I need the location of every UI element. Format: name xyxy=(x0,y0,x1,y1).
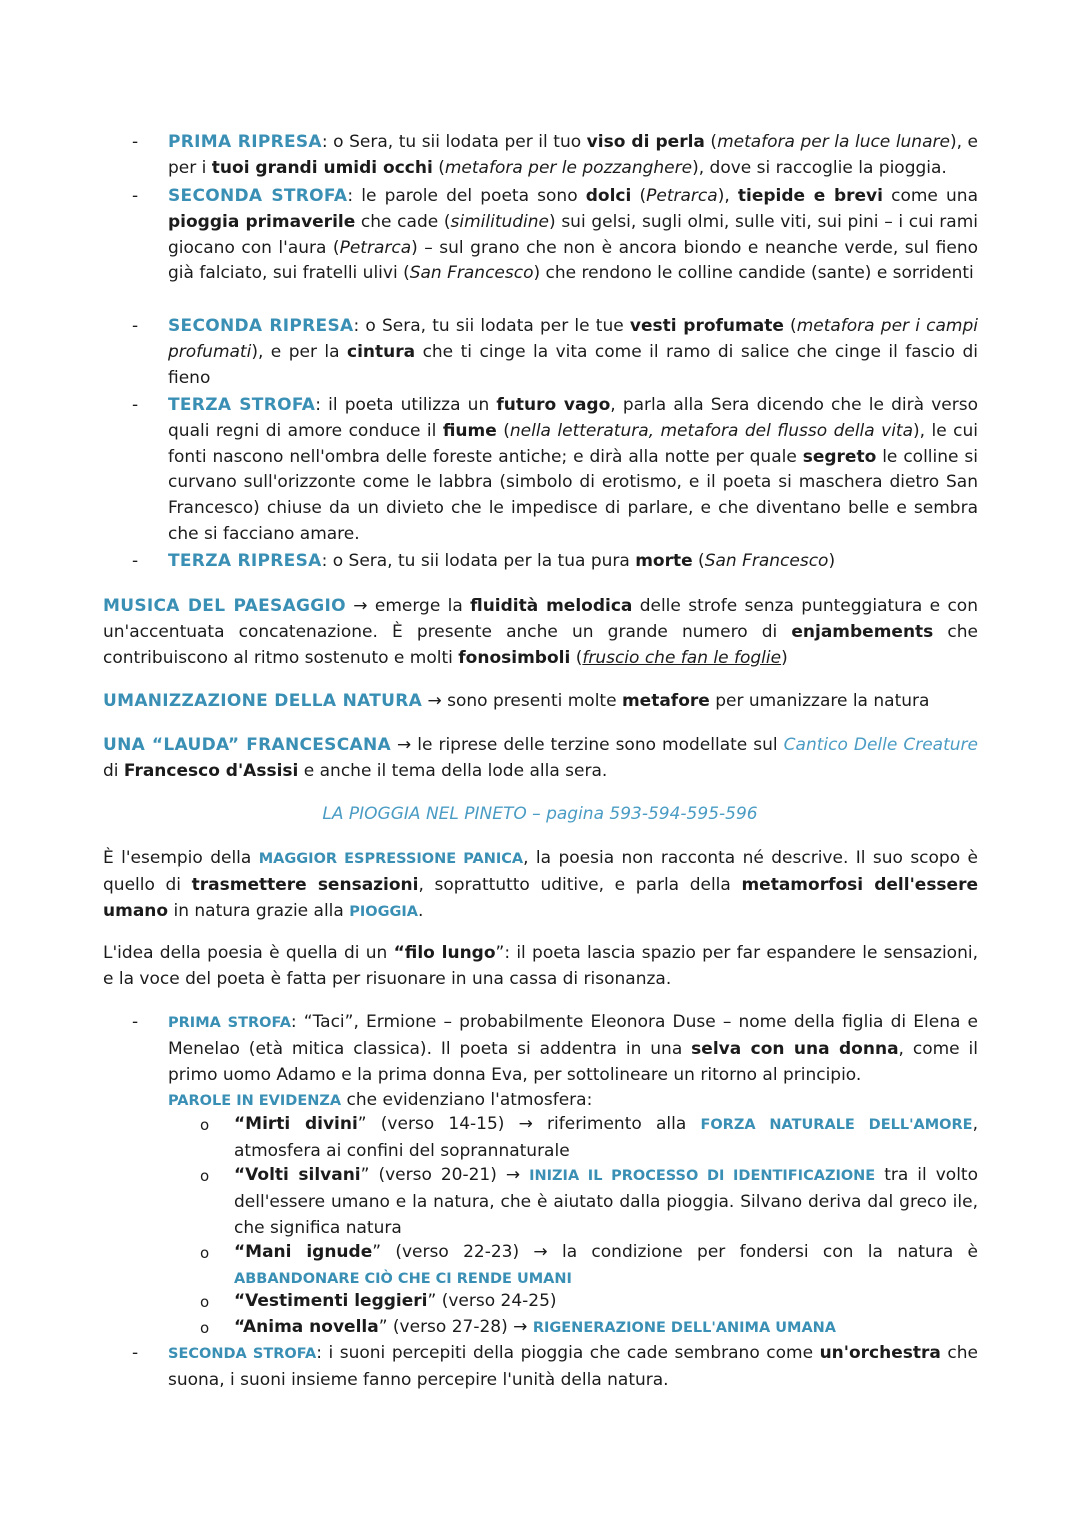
bold-text: trasmettere sensazioni xyxy=(191,874,419,895)
paragraph-lauda-francescana xyxy=(103,733,978,785)
text: L'idea della poesia è quella di un xyxy=(103,943,394,963)
keyword: SECONDA STROFA xyxy=(168,1346,317,1362)
text: le colline si curvano sull'orizzonte come le labbra (simbolo di erotismo, e il poeta si maschera dietro San Francesco) chiuse da un divieto che le impedisce di parlare, e che diventano belle e sembra che si facciano amare. xyxy=(168,446,978,544)
underlined-italic-text: fruscio che fan le foglie xyxy=(582,647,782,668)
italic-text: San Francesco xyxy=(409,263,534,284)
bold-text: tuoi grandi umidi occhi xyxy=(211,157,433,178)
sub-item xyxy=(234,1315,978,1342)
text: ) xyxy=(828,551,836,571)
text: ), le cui fonti nascono nell'ombra delle foreste antiche; e dirà alla notte per quale xyxy=(168,420,978,467)
sub-item xyxy=(234,1163,978,1241)
keyword: TERZA RIPRESA xyxy=(168,551,322,571)
bold-text: “Vestimenti leggieri xyxy=(234,1291,428,1311)
italic-text: nella letteratura, metafora del flusso della vita xyxy=(509,420,914,441)
keyword: UNA “LAUDA” FRANCESCANA xyxy=(103,735,391,755)
circle-marker: o xyxy=(200,1167,210,1185)
bold-text: morte xyxy=(635,551,693,571)
text: → le riprese delle terzine sono modellate sul xyxy=(390,735,784,755)
bullet-seconda-strofa-pioggia xyxy=(168,1341,978,1394)
text: : il poeta utilizza un xyxy=(315,395,497,415)
bold-text: tiepide e brevi xyxy=(737,186,883,206)
keyword: PRIMA RIPRESA xyxy=(168,132,322,152)
text: , soprattutto uditive, e parla della xyxy=(418,874,742,895)
bold-text: Francesco d'Assisi xyxy=(123,760,299,781)
text: che contribuiscono al ritmo sostenuto e molti xyxy=(103,621,978,668)
text: ), e per la xyxy=(251,341,348,362)
bold-text: fluidità melodica xyxy=(470,596,633,616)
dash-marker: - xyxy=(132,1343,139,1363)
text: ) sui gelsi, sugli olmi, sulle viti, sui pini – i cui rami giocano con l'aura ( xyxy=(168,211,978,258)
italic-text: San Francesco xyxy=(704,551,829,571)
text: È l'esempio della xyxy=(103,848,259,868)
section-title: LA PIOGGIA NEL PINETO – pagina 593-594-595-596 xyxy=(322,804,758,824)
circle-marker: o xyxy=(200,1319,210,1337)
bold-text: segreto xyxy=(802,446,877,467)
bold-text: enjambements xyxy=(791,621,934,642)
text: delle strofe senza punteggiatura e con un'accentuata concatenazione. È presente anche un grande numero di xyxy=(103,596,978,642)
dash-marker: - xyxy=(132,132,139,152)
keyword: MAGGIOR ESPRESSIONE PANICA xyxy=(258,851,524,867)
text: tra il volto dell'essere umano e la natura, che è aiutato dalla pioggia. Silvano deriva dal greco ile, che significa natura xyxy=(234,1165,978,1238)
bold-text: “Mirti divini xyxy=(234,1114,358,1134)
text: ” (verso 24-25) xyxy=(427,1291,557,1311)
bold-text: metamorfosi dell'essere umano xyxy=(103,874,978,921)
keyword: PAROLE IN EVIDENZA xyxy=(168,1093,342,1110)
bullet-seconda-strofa xyxy=(168,184,978,287)
text: : i suoni percepiti della pioggia che cade sembrano come xyxy=(316,1343,820,1363)
text: ” (verso 20-21) → xyxy=(360,1165,530,1185)
bold-text: “filo lungo xyxy=(393,943,496,963)
keyword: TERZA STROFA xyxy=(168,395,316,415)
text: ) che rendono le colline candide (sante) e sorridenti xyxy=(533,263,974,284)
bold-text: fonosimboli xyxy=(458,647,571,668)
text: in natura grazie alla xyxy=(168,900,350,921)
bold-text: viso di perla xyxy=(586,132,705,152)
text: che ti cinge la vita come il ramo di salice che cinge il fascio di fieno xyxy=(168,341,978,388)
text: come una xyxy=(882,186,978,206)
italic-text: metafora per le pozzanghere xyxy=(444,157,693,178)
bullet-seconda-ripresa xyxy=(168,314,978,391)
keyword: SECONDA STROFA xyxy=(168,186,348,206)
text: → sono presenti molte xyxy=(422,691,622,711)
text: , come il primo uomo Adamo e la prima donna Eva, per sottolineare un ritorno al principio. xyxy=(168,1038,978,1085)
text: ( xyxy=(496,420,510,441)
text: ), xyxy=(717,186,738,206)
text: : o Sera, tu sii lodata per il tuo xyxy=(321,132,587,152)
text: ( xyxy=(783,316,797,336)
text: che suona, i suoni insieme fanno percepire l'unità della natura. xyxy=(168,1343,979,1390)
text: . xyxy=(418,900,424,921)
circle-marker: o xyxy=(200,1116,210,1134)
paragraph-idea xyxy=(103,941,978,993)
text: → emerge la xyxy=(345,596,471,616)
sub-item xyxy=(234,1240,978,1293)
text: , la poesia non racconta né descrive. Il suo scopo è quello di xyxy=(103,848,978,895)
text: ( xyxy=(704,132,718,152)
bullet-prima-ripresa xyxy=(168,130,978,182)
bold-text: pioggia primaverile xyxy=(168,211,356,232)
dash-marker: - xyxy=(132,186,139,206)
bullet-terza-ripresa xyxy=(168,549,978,575)
text: ” (verso 27-28) → xyxy=(378,1317,533,1337)
text: : o Sera, tu sii lodata per le tue xyxy=(353,316,630,336)
text: e anche il tema della lode alla sera. xyxy=(298,760,608,781)
circle-marker: o xyxy=(200,1244,210,1262)
text: ” (verso 22-23) → la condizione per fondersi con la natura è xyxy=(372,1242,979,1262)
text: , parla alla Sera dicendo che le dirà verso quali regni di amore conduce il xyxy=(168,395,978,441)
keyword: SECONDA RIPRESA xyxy=(168,316,354,336)
text: : le parole del poeta sono xyxy=(347,186,586,206)
italic-link-text: Cantico Delle Creature xyxy=(783,735,978,755)
text: per umanizzare la natura xyxy=(709,691,930,711)
dash-marker: - xyxy=(132,395,139,415)
bold-text: dolci xyxy=(585,186,632,206)
keyword: PRIMA STROFA xyxy=(168,1015,291,1031)
bullet-prima-strofa xyxy=(168,1010,978,1115)
italic-text: Petrarca xyxy=(646,186,718,206)
bold-text: vesti profumate xyxy=(629,316,784,336)
bold-text: metafore xyxy=(621,691,710,711)
text: ), e per i xyxy=(168,132,978,178)
keyword: MUSICA DEL PAESAGGIO xyxy=(103,596,346,616)
bold-text: “Volti silvani xyxy=(234,1165,361,1185)
keyword: UMANIZZAZIONE DELLA NATURA xyxy=(103,691,423,711)
text: ”: il poeta lascia spazio per far espandere le sensazioni, e la voce del poeta è fatta per risuonare in una cassa di risonanza. xyxy=(103,943,978,989)
text: ” (verso 14-15) → riferimento alla xyxy=(357,1114,701,1134)
keyword: ABBANDONARE CIÒ CHE CI RENDE UMANI xyxy=(234,1270,572,1287)
dash-marker: - xyxy=(132,551,139,571)
text: : o Sera, tu sii lodata per la tua pura xyxy=(321,551,636,571)
text: ( xyxy=(432,157,445,178)
text: ) xyxy=(781,647,788,668)
bold-text: “Anima novella xyxy=(234,1317,379,1337)
italic-text: metafora per la luce lunare xyxy=(717,132,950,152)
paragraph-umanizzazione xyxy=(103,689,978,715)
text: ) – sul grano che non è ancora biondo e neanche verde, sul fieno già falciato, sui fratelli ulivi ( xyxy=(168,237,978,284)
keyword: INIZIA IL PROCESSO DI IDENTIFICAZIONE xyxy=(529,1168,876,1184)
italic-text: Petrarca xyxy=(339,237,412,258)
italic-text: similitudine xyxy=(450,211,550,232)
sub-item xyxy=(234,1112,978,1165)
text: ( xyxy=(570,647,583,668)
sub-item xyxy=(234,1289,978,1315)
text: che evidenziano l'atmosfera: xyxy=(341,1090,593,1111)
text: , atmosfera ai confini del soprannaturale xyxy=(234,1114,978,1161)
keyword: FORZA NATURALE DELL'AMORE xyxy=(700,1117,973,1133)
circle-marker: o xyxy=(200,1293,210,1311)
bold-text: futuro vago xyxy=(496,395,611,415)
text: ( xyxy=(692,551,705,571)
bold-text: selva con una donna xyxy=(691,1038,899,1059)
text: che cade ( xyxy=(355,211,451,232)
text: : “Taci”, Ermione – probabilmente Eleonora Duse – nome della figlia di Elena e Menelao (età mitica classica). Il poeta si addentra in una xyxy=(168,1012,978,1059)
text: ), dove si raccoglie la pioggia. xyxy=(692,157,947,178)
bold-text: cintura xyxy=(347,341,416,362)
text: ( xyxy=(631,186,647,206)
bold-text: fiume xyxy=(442,420,497,441)
paragraph-intro xyxy=(103,846,978,925)
keyword: RIGENERAZIONE DELL'ANIMA UMANA xyxy=(532,1320,837,1336)
text: di xyxy=(103,760,124,781)
keyword: PIOGGIA xyxy=(349,903,418,920)
paragraph-musica-del-paesaggio xyxy=(103,594,978,671)
bullet-terza-strofa xyxy=(168,393,978,548)
bold-text: “Mani ignude xyxy=(234,1242,373,1262)
dash-marker: - xyxy=(132,316,139,336)
bold-text: un'orchestra xyxy=(819,1343,941,1363)
dash-marker: - xyxy=(132,1012,139,1032)
italic-text: metafora per i campi profumati xyxy=(168,316,978,362)
